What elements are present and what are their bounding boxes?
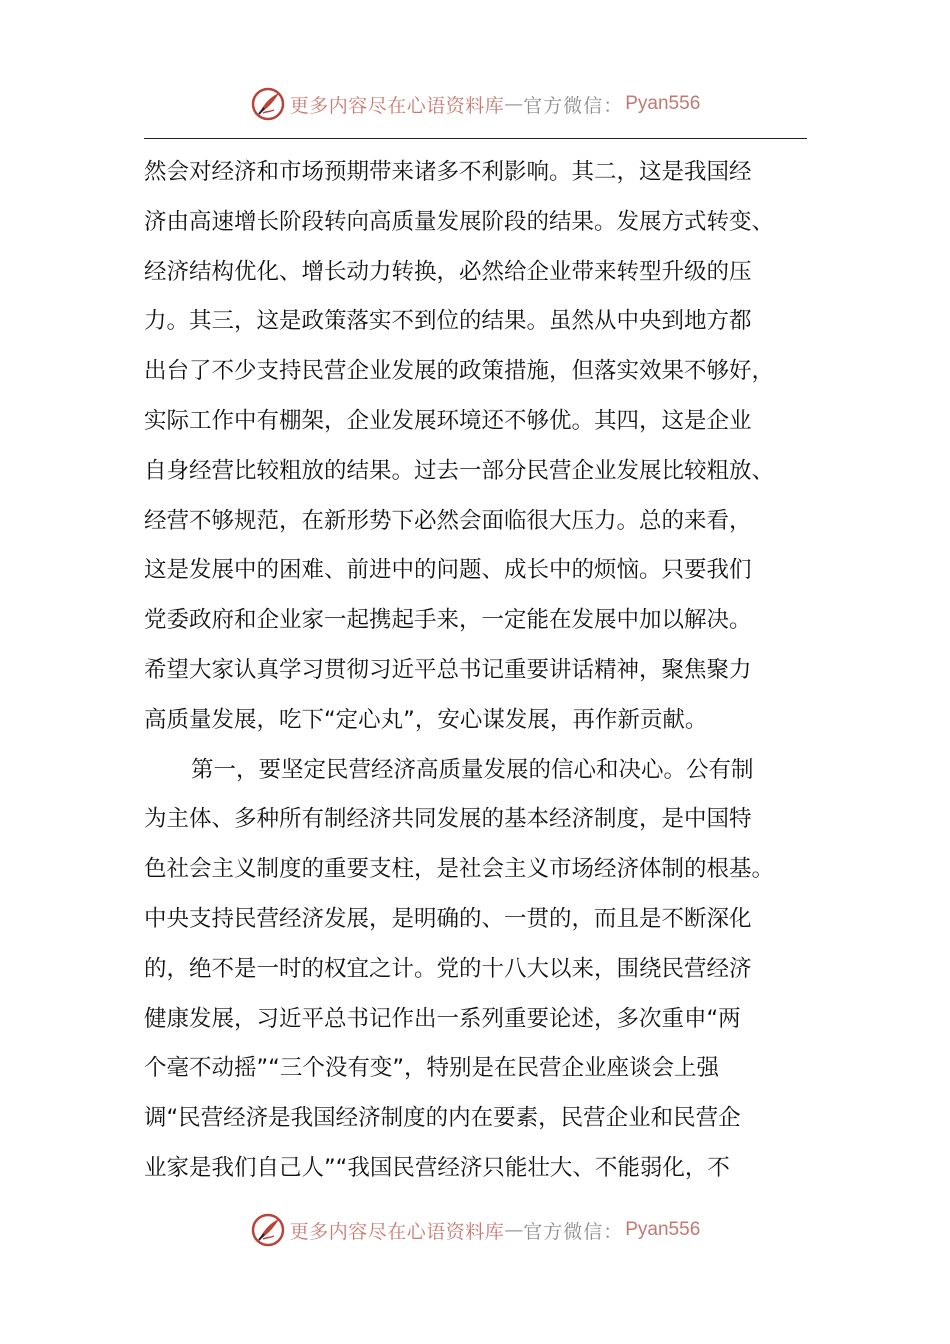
text-line: 色社会主义制度的重要支柱，是社会主义市场经济体制的根基。: [144, 856, 775, 883]
text-line: 出台了不少支持民营企业发展的政策措施，但落实效果不够好，: [144, 358, 775, 385]
text-line: 中央支持民营经济发展，是明确的、一贯的，而且是不断深化: [144, 905, 752, 932]
text-line: 实际工作中有棚架，企业发展环境还不够优。其四，这是企业: [144, 407, 752, 434]
banner-dash: —: [504, 93, 524, 115]
banner-wechat-label: 官方微信：: [523, 1220, 624, 1243]
text-line: 高质量发展，吃下“定心丸”，安心谋发展，再作新贡献。: [144, 706, 708, 733]
text-line: 业家是我们自己人”“我国民营经济只能壮大、不能弱化，不: [144, 1154, 730, 1181]
footer-banner: [0, 1208, 950, 1252]
text-line: 个毫不动摇”“三个没有变”，特别是在民营企业座谈会上强: [144, 1055, 719, 1082]
banner-text: 更多内容尽在心语资料库: [289, 1220, 505, 1243]
banner-text: 更多内容尽在心语资料库: [289, 94, 505, 117]
banner-dash: —: [504, 1219, 524, 1241]
text-line: 健康发展，习近平总书记作出一系列重要论述，多次重申“两: [144, 1005, 741, 1032]
feather-pen-logo-icon: [250, 1212, 286, 1248]
text-line: 自身经营比较粗放的结果。过去一部分民营企业发展比较粗放、: [144, 457, 775, 484]
text-line: 这是发展中的困难、前进中的问题、成长中的烦恼。只要我们: [144, 557, 752, 584]
header-rule: [144, 138, 807, 139]
document-body: [144, 148, 816, 1194]
text-line: 然会对经济和市场预期带来诸多不利影响。其二，这是我国经: [144, 159, 752, 185]
text-line: 济由高速增长阶段转向高质量发展阶段的结果。发展方式转变、: [144, 208, 775, 235]
text-line: 党委政府和企业家一起携起手来，一定能在发展中加以解决。: [144, 607, 752, 634]
banner-wechat-label: 官方微信：: [523, 94, 624, 117]
text-line: 经营不够规范，在新形势下必然会面临很大压力。总的来看，: [144, 507, 752, 534]
feather-pen-logo-icon: [250, 86, 286, 122]
text-line: 为主体、多种所有制经济共同发展的基本经济制度，是中国特: [144, 806, 752, 833]
text-line: 的，绝不是一时的权宜之计。党的十八大以来，围绕民营经济: [144, 955, 752, 982]
text-line: 力。其三，这是政策落实不到位的结果。虽然从中央到地方都: [144, 308, 752, 335]
header-banner: [0, 82, 950, 126]
banner-wechat-id: Pyan556: [625, 93, 701, 114]
text-line: 调“民营经济是我国经济制度的内在要素，民营企业和民营企: [144, 1105, 741, 1132]
banner-wechat-id: Pyan556: [625, 1219, 701, 1240]
paragraph-start-line: 第一，要坚定民营经济高质量发展的信心和决心。公有制: [191, 756, 754, 783]
text-line: 经济结构优化、增长动力转换，必然给企业带来转型升级的压: [144, 258, 752, 285]
text-line: 希望大家认真学习贯彻习近平总书记重要讲话精神，聚焦聚力: [144, 656, 752, 683]
